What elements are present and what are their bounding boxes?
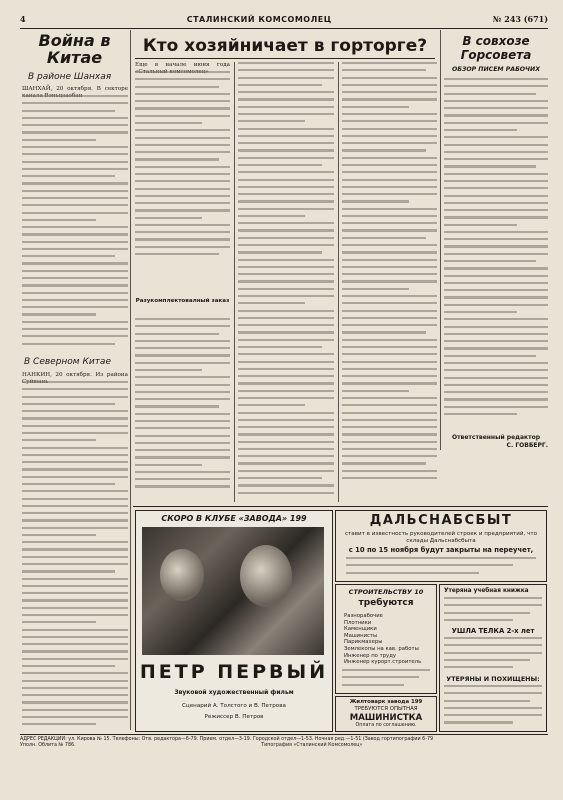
section-heading-north-china: В Северном Китае <box>24 357 111 367</box>
right-column-subtitle: ОБЗОР ПИСЕМ РАБОЧИХ <box>451 66 540 73</box>
list-item: Разнорабочие <box>344 613 383 619</box>
list-item: Землекопы на кав. работы <box>344 645 419 652</box>
headline-rule <box>135 58 435 59</box>
lost-item-2-text <box>444 637 542 671</box>
center-lead: Еще в начале июня года <box>135 62 230 68</box>
footer-line-2: Типография «Сталинский Комсомолец» <box>261 743 363 748</box>
center-subhead: Разукомплектовалный заказ <box>135 298 230 304</box>
section-heading-shanghai: В районе Шанхая <box>28 72 112 82</box>
center-column-1b-text <box>135 318 230 508</box>
article-text-north-china <box>22 381 128 729</box>
right-column-text <box>444 78 548 430</box>
stroitelstvo-subtitle: требуются <box>358 598 414 608</box>
lost-item-1-text <box>444 597 542 623</box>
zhiltovar-subtitle: ТРЕБУЮТСЯ ОПЫТНАЯ <box>354 706 418 712</box>
section-lead-north-china: НАНКИН, 20 октября. Из района <box>22 372 128 378</box>
center-divider-1 <box>234 62 235 502</box>
list-item: Инженер курорт.строитель <box>344 659 422 666</box>
actor-face-right <box>240 545 292 607</box>
film-title: ПЕТР ПЕРВЫЙ <box>139 661 329 683</box>
zhiltovar-title: Жилтоварк завода 199 <box>349 699 423 705</box>
center-column-3-text <box>342 62 437 502</box>
column-divider-left <box>130 30 131 730</box>
list-item: Инженер по труду <box>344 652 396 659</box>
page-number: 4 <box>20 14 26 24</box>
center-divider-2 <box>338 62 339 502</box>
center-column-2-text <box>238 62 334 502</box>
center-column-1-text <box>135 71 230 271</box>
signature-label: Ответственный редактор <box>451 434 541 441</box>
list-item: Каменщики <box>344 626 377 633</box>
lost-item-3-title: УТЕРЯНЫ И ПОХИЩЕНЫ: <box>446 675 540 683</box>
stroitelstvo-ad <box>335 584 437 694</box>
ads-rule <box>133 506 548 507</box>
lost-item-3-text <box>444 685 542 727</box>
page-header <box>20 12 548 26</box>
stroitelstvo-list <box>344 613 432 666</box>
column-divider-right <box>440 30 441 450</box>
lost-item-1-title: Утеряна учебная книжка <box>444 588 529 594</box>
signature-name: С. ГОВБЕРГ. <box>506 442 548 449</box>
dalsnab-text: ставит в известность руководителей строек и предприятий, что склады Дальснабсбыта <box>344 531 538 544</box>
footer-line-1: АДРЕС РЕДАКЦИИ: ул. Кирова № 15. Телефоны: Отв. редактора—6-79. Прием. отдел—3-19. Городской отдел—1-53. Ночная ред.—1-51 (Завод гортипографии 6-79 <box>20 737 434 742</box>
zhiltovar-ad <box>335 696 437 732</box>
left-column-title: Война в Китае <box>38 31 111 67</box>
film-still-photo <box>142 527 324 655</box>
section-lead-shanghai: ШАНХАЙ, 20 октября. В секторе <box>22 86 128 92</box>
article-text-shanghai <box>22 95 128 353</box>
dalsnab-text-more <box>346 557 536 577</box>
dalsnab-ad <box>335 510 547 582</box>
film-ad <box>135 510 333 732</box>
issue-number: № 243 (671) <box>492 14 548 24</box>
lost-items-ads <box>439 584 547 732</box>
film-subtitle: Звуковой художественный фильм <box>174 689 294 696</box>
header-rule <box>20 28 548 29</box>
footer <box>20 737 548 749</box>
footer-rule <box>20 734 548 735</box>
list-item: Машинисты <box>344 632 378 639</box>
dalsnab-title: ДАЛЬСНАБСБЫТ <box>369 513 513 528</box>
lost-item-2-title: УШЛА ТЕЛКА 2-х лет <box>451 627 535 635</box>
zhiltovar-big: МАШИНИСТКА <box>349 713 423 723</box>
stroitelstvo-title: СТРОИТЕЛЬСТВУ 10 <box>348 588 424 596</box>
film-banner: СКОРО В КЛУБЕ «ЗАВОДА» 199 <box>161 514 307 523</box>
zhiltovar-note: Оплата по соглашению. <box>355 723 417 728</box>
paper-name: СТАЛИНСКИЙ КОМСОМОЛЕЦ <box>186 14 332 24</box>
list-item: Плотники <box>344 619 372 626</box>
actor-face-left <box>160 549 204 601</box>
dalsnab-highlight: с 10 по 15 ноября будут закрыты на переучет, <box>348 546 534 554</box>
list-item: Парикмахеры <box>344 639 383 646</box>
footer-line-3: Уполн. Облита № 786. <box>20 743 76 748</box>
right-column-title: В совхозе Горсовета <box>460 34 532 62</box>
stroitelstvo-text <box>342 669 430 689</box>
film-director: Режиссер В. Петров <box>204 714 264 720</box>
film-credits: Сценарий А. Толстого и В. Петрова <box>182 703 286 709</box>
center-headline: Кто хозяйничает в горторге? <box>142 36 428 56</box>
